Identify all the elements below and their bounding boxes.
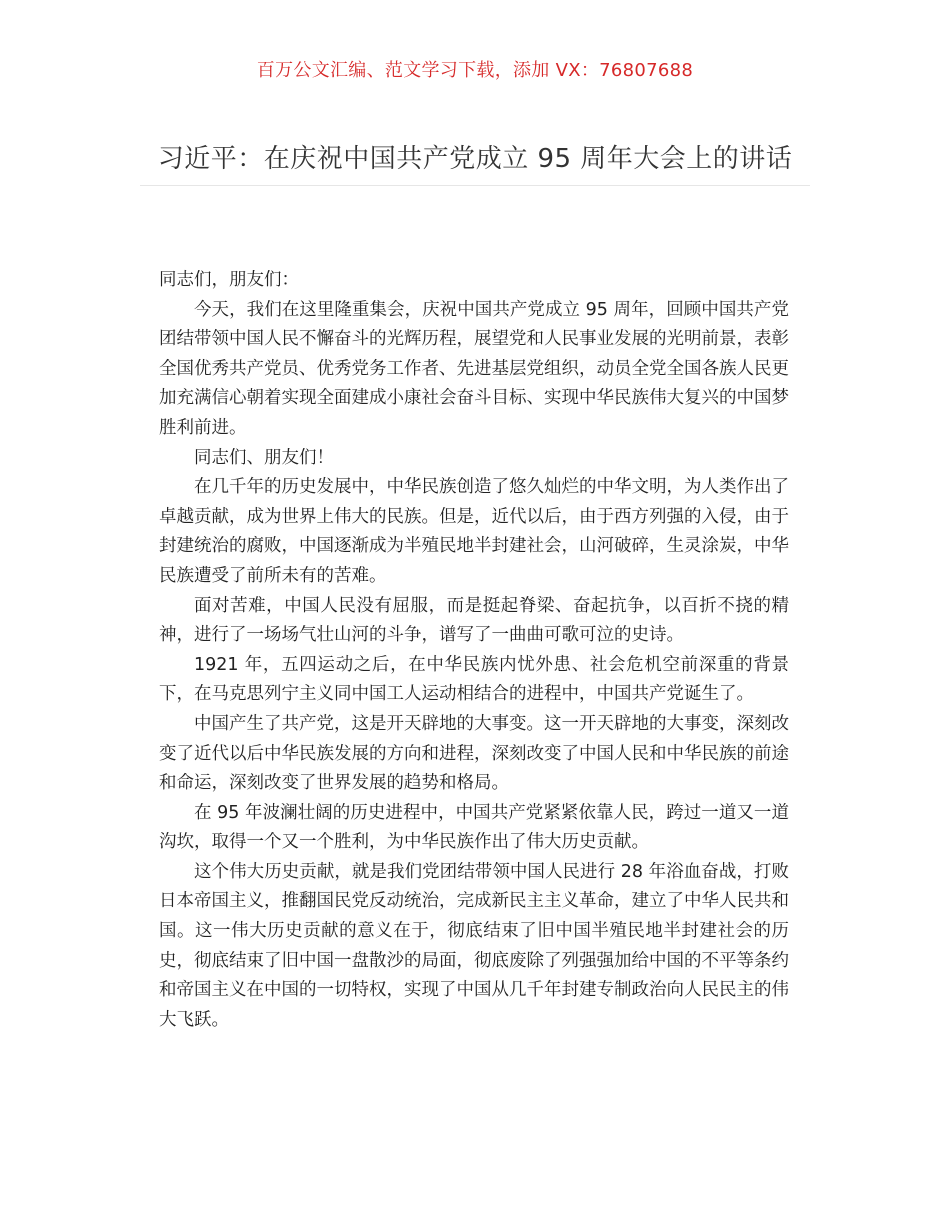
paragraph: 在几千年的历史发展中，中华民族创造了悠久灿烂的中华文明，为人类作出了卓越贡献，成为世界上伟大的民族。但是，近代以后，由于西方列强的入侵，由于封建统治的腐败，中国逐渐成为半殖民地半封建社会，山河破碎，生灵涂炭，中华民族遭受了前所未有的苦难。	[159, 477, 789, 586]
salutation: 同志们，朋友们：	[159, 270, 299, 290]
paragraph: 在 95 年波澜壮阔的历史进程中，中国共产党紧紧依靠人民，跨过一道又一道沟坎，取得一个又一个胜利，为中华民族作出了伟大历史贡献。	[159, 802, 789, 853]
document-body	[159, 266, 789, 1035]
paragraph: 1921 年，五四运动之后，在中华民族内忧外患、社会危机空前深重的背景下，在马克思列宁主义同中国工人运动相结合的进程中，中国共产党诞生了。	[159, 654, 789, 705]
document-title: 习近平：在庆祝中国共产党成立 95 周年大会上的讲话	[157, 144, 793, 174]
paragraph: 这个伟大历史贡献，就是我们党团结带领中国人民进行 28 年浴血奋战，打败日本帝国主义，推翻国民党反动统治，完成新民主主义革命，建立了中华人民共和国。这一伟大历史贡献的意义在于，彻底结束了旧中国半殖民地半封建社会的历史，彻底结束了旧中国一盘散沙的局面，彻底废除了列强强加给中国的不平等条约和帝国主义在中国的一切特权，实现了中国从几千年封建专制政治向人民民主的伟大飞跃。	[159, 861, 789, 1030]
paragraph: 中国产生了共产党，这是开天辟地的大事变。这一开天辟地的大事变，深刻改变了近代以后中华民族发展的方向和进程，深刻改变了中国人民和中华民族的前途和命运，深刻改变了世界发展的趋势和格局。	[159, 713, 789, 794]
paragraph: 面对苦难，中国人民没有屈服，而是挺起脊梁、奋起抗争，以百折不挠的精神，进行了一场场气壮山河的斗争，谱写了一曲曲可歌可泣的史诗。	[159, 595, 789, 646]
paragraph: 今天，我们在这里隆重集会，庆祝中国共产党成立 95 周年，回顾中国共产党团结带领中国人民不懈奋斗的光辉历程，展望党和人民事业发展的光明前景，表彰全国优秀共产党员、优秀党务工作者、先进基层党组织，动员全党全国各族人民更加充满信心朝着实现全面建成小康社会奋斗目标、实现中华民族伟大复兴的中国梦胜利前进。	[159, 299, 789, 438]
header-banner: 百万公文汇编、范文学习下载，添加 VX：76807688	[256, 60, 694, 81]
paragraph: 同志们、朋友们！	[194, 447, 334, 468]
title-divider	[140, 185, 810, 186]
